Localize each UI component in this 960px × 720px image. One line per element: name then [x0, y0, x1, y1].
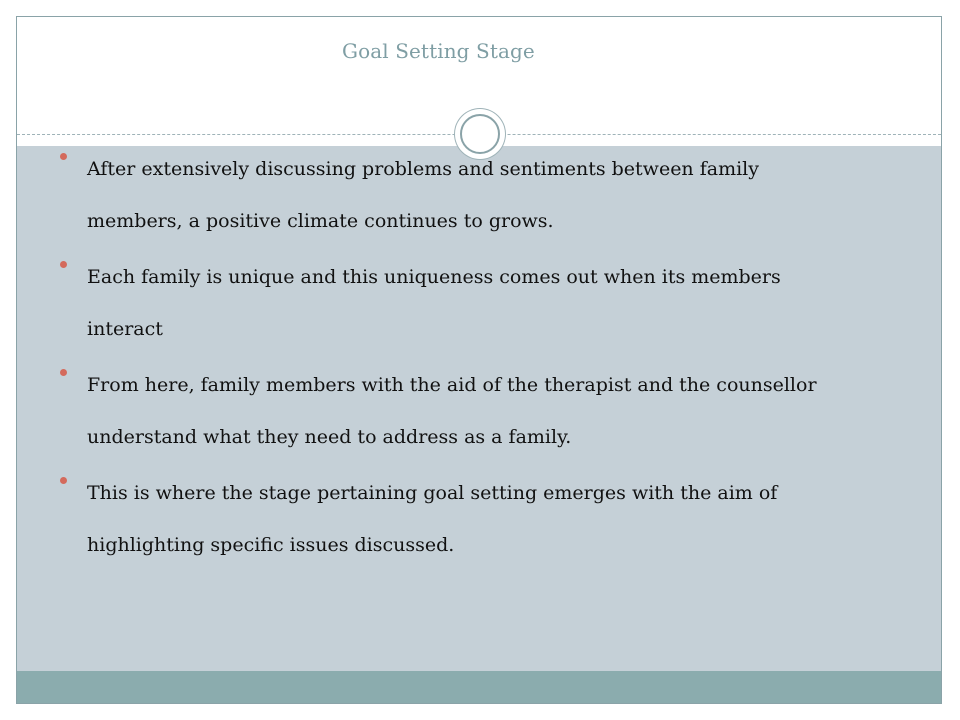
bullet-list [57, 143, 817, 575]
list-item [57, 143, 817, 247]
bullet-dot-icon [60, 477, 67, 484]
footer-bar [17, 671, 941, 703]
bullet-text: This is where the stage pertaining goal setting emerges with the aim of highlighting specific issues discussed. [87, 482, 778, 556]
bullet-text: After extensively discussing problems and sentiments between family members, a positive climate continues to grows. [87, 158, 759, 232]
slide [16, 16, 942, 704]
bullet-text: Each family is unique and this uniqueness comes out when its members interact [87, 266, 781, 340]
bullet-dot-icon [60, 261, 67, 268]
bullet-text: From here, family members with the aid of the therapist and the counsellor understand what they need to address as a family. [87, 374, 817, 448]
slide-title: Goal Setting Stage [342, 39, 535, 63]
bullet-dot-icon [60, 153, 67, 160]
list-item [57, 467, 817, 571]
list-item [57, 251, 817, 355]
list-item [57, 359, 817, 463]
bullet-dot-icon [60, 369, 67, 376]
